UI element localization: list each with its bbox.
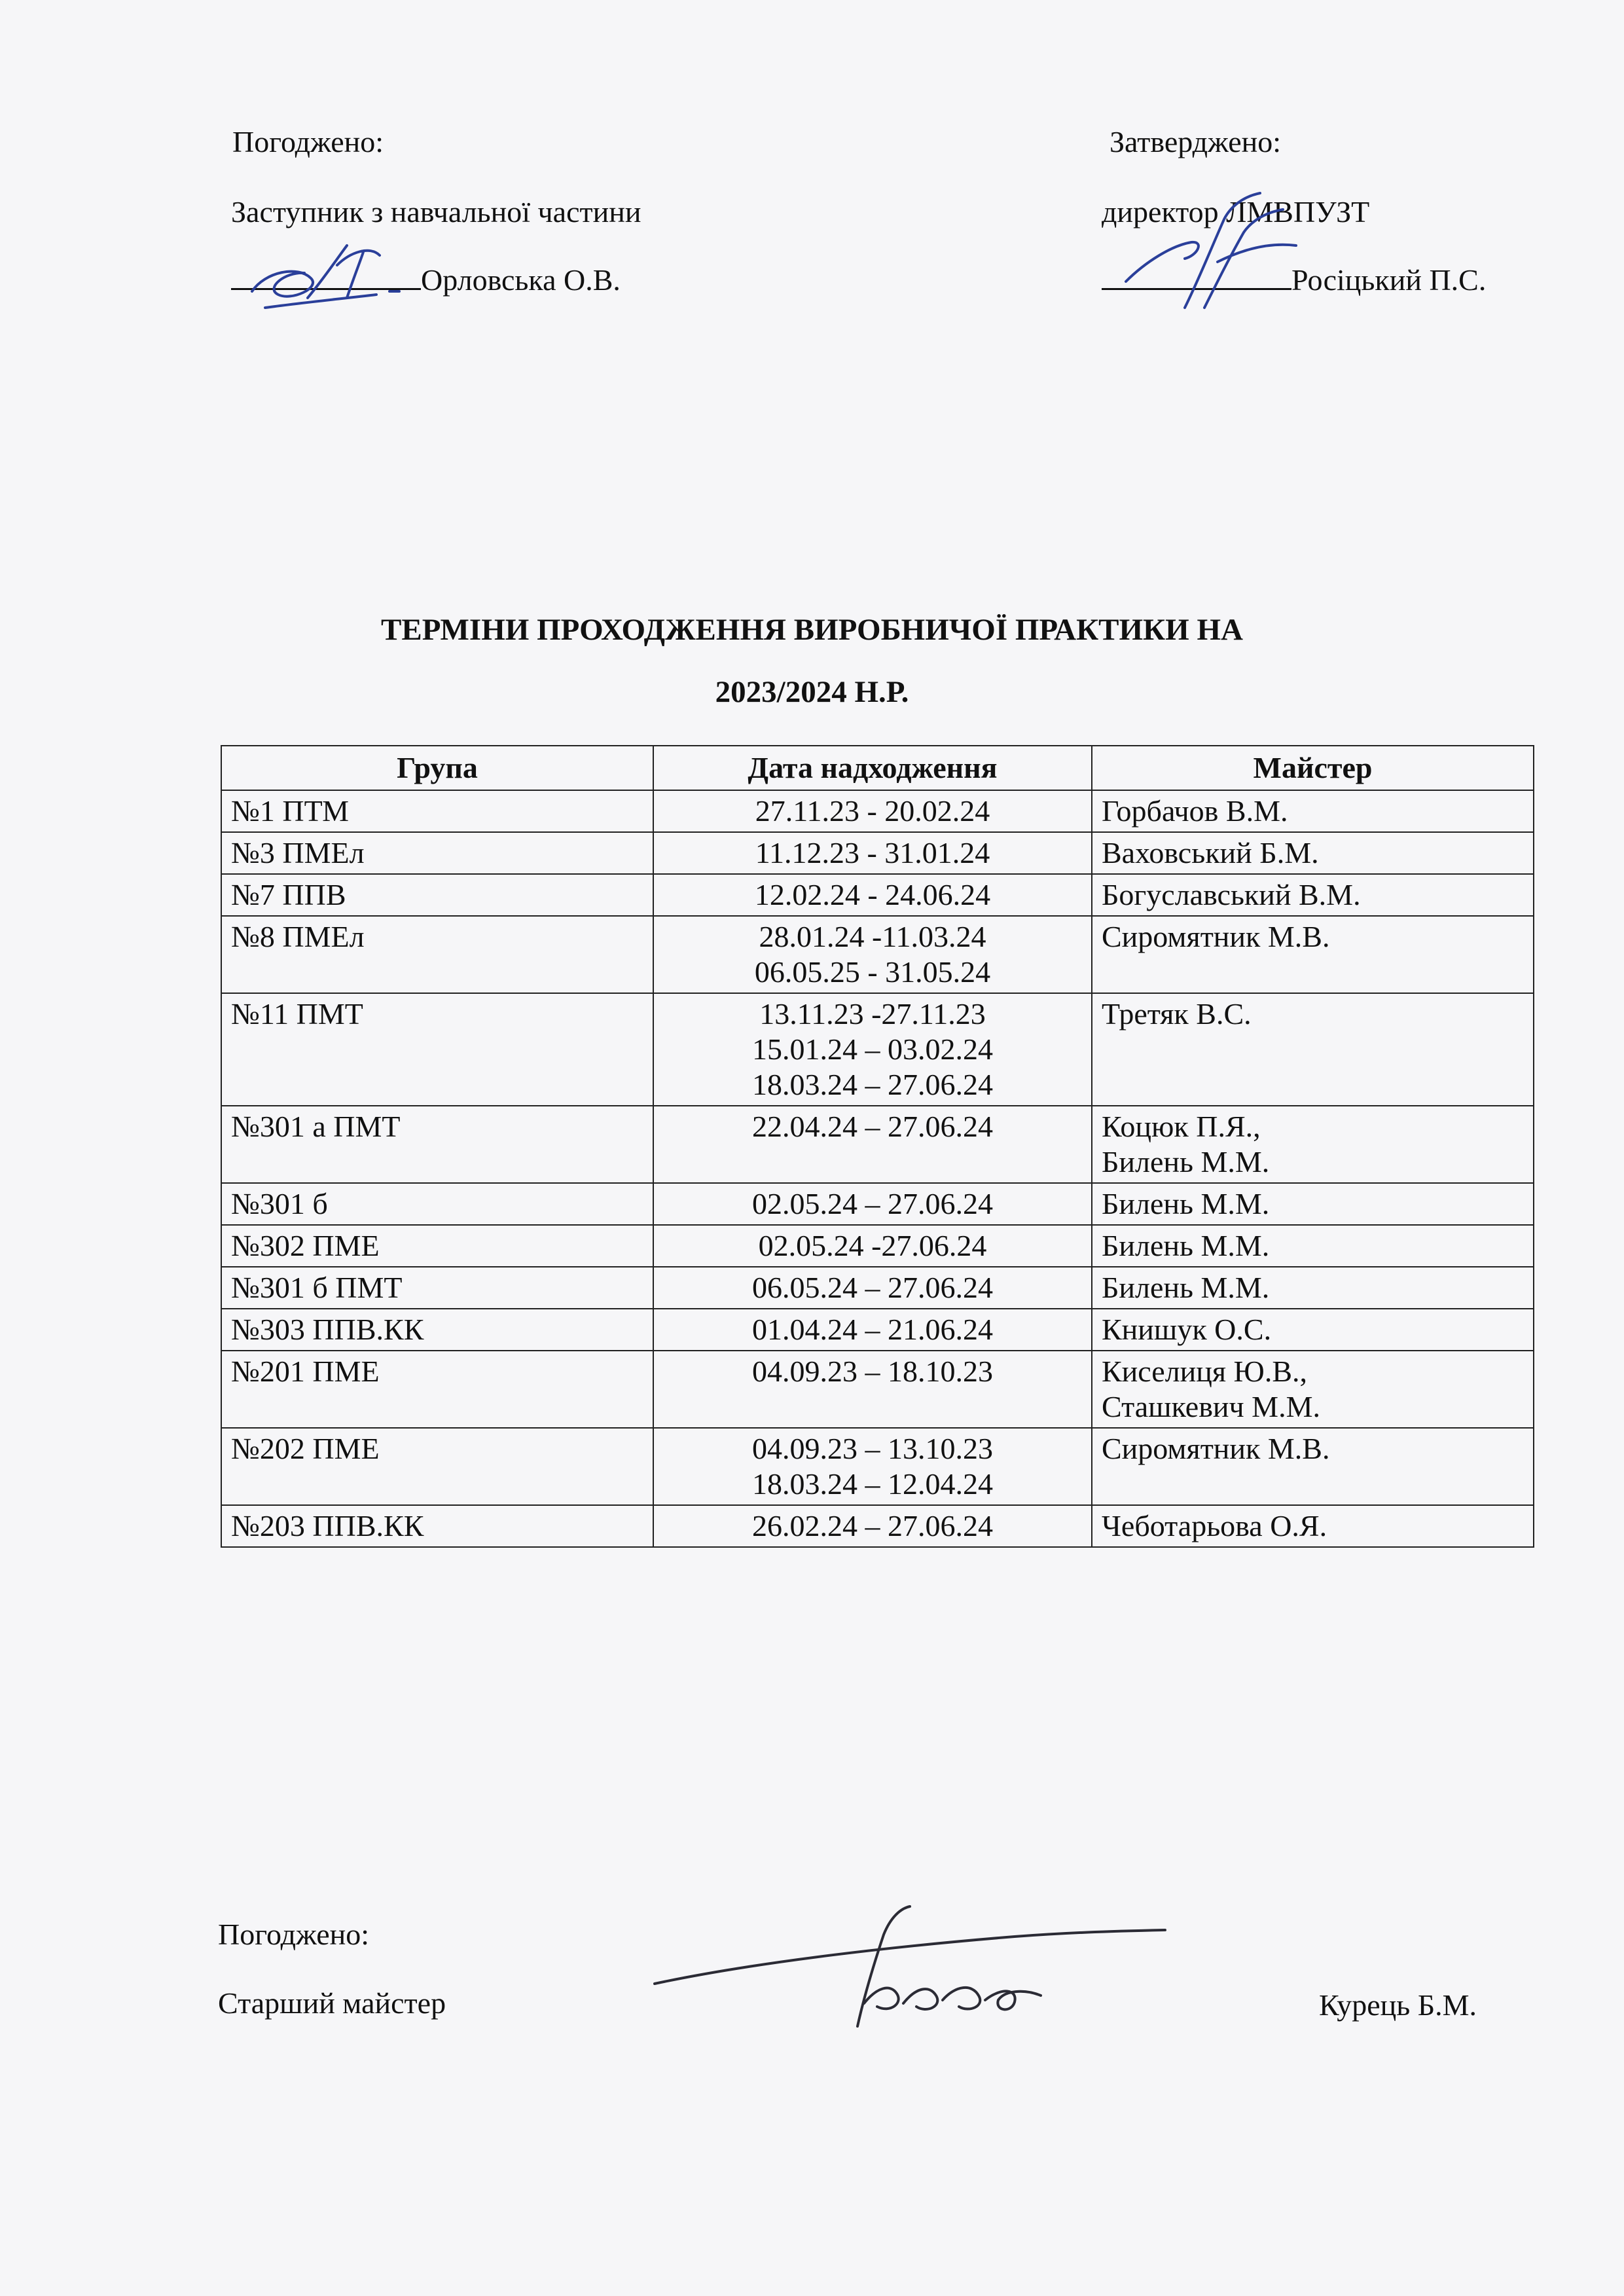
right-signature-image [1113,183,1309,321]
master-name: Билень М.М. [1102,1271,1270,1304]
master-name: Богуславський В.М. [1102,878,1361,911]
cell-dates [653,1106,1092,1183]
cell-master [1092,1267,1534,1309]
date-range: 06.05.25 - 31.05.24 [754,955,991,989]
date-range: 04.09.23 – 18.10.23 [752,1355,993,1388]
master-name: Чеботарьова О.Я. [1102,1509,1327,1542]
cell-group: №301 б [221,1183,653,1225]
cell-group: №1 ПТМ [221,790,653,832]
table-row [221,916,1534,993]
footer-signature-image [648,1872,1172,2043]
table-row [221,1428,1534,1505]
master-name: Книшук О.С. [1102,1313,1272,1346]
cell-group: №7 ППВ [221,874,653,916]
date-range: 28.01.24 -11.03.24 [759,920,986,953]
table-header-row [221,746,1534,790]
cell-group: №202 ПМЕ [221,1428,653,1505]
table-row [221,832,1534,874]
cell-dates [653,993,1092,1106]
practice-schedule-table [221,745,1534,1548]
master-name: Билень М.М. [1102,1229,1270,1262]
cell-dates [653,1267,1092,1309]
table-row [221,1267,1534,1309]
cell-dates [653,1225,1092,1267]
master-name: Сиромятник М.В. [1102,1432,1330,1465]
cell-master [1092,1106,1534,1183]
master-name: Коцюк П.Я., [1102,1110,1261,1143]
cell-group: №8 ПМЕл [221,916,653,993]
cell-master [1092,1428,1534,1505]
date-range: 01.04.24 – 21.06.24 [752,1313,993,1346]
date-range: 06.05.24 – 27.06.24 [752,1271,993,1304]
master-name: Сташкевич М.М. [1102,1390,1320,1423]
cell-dates [653,1505,1092,1547]
cell-master [1092,993,1534,1106]
cell-group: №203 ППВ.КК [221,1505,653,1547]
master-name: Билень М.М. [1102,1187,1270,1220]
cell-master [1092,874,1534,916]
header-group: Група [221,746,653,790]
master-name: Киселиця Ю.В., [1102,1355,1308,1388]
table-row [221,790,1534,832]
cell-group: №301 б ПМТ [221,1267,653,1309]
cell-master [1092,1309,1534,1351]
cell-master [1092,1225,1534,1267]
document-title-line-1: ТЕРМІНИ ПРОХОДЖЕННЯ ВИРОБНИЧОЇ ПРАКТИКИ НА [381,613,1243,647]
cell-dates [653,874,1092,916]
cell-master [1092,1505,1534,1547]
cell-group: №301 а ПМТ [221,1106,653,1183]
table-row [221,1106,1534,1183]
cell-master [1092,790,1534,832]
cell-dates [653,916,1092,993]
footer-agreed-label: Погоджено: [218,1918,370,1951]
header-date: Дата надходження [653,746,1092,790]
date-range: 02.05.24 – 27.06.24 [752,1187,993,1220]
cell-dates [653,1183,1092,1225]
date-range: 13.11.23 -27.11.23 [759,997,986,1030]
table-row [221,1351,1534,1428]
table-row [221,874,1534,916]
cell-group: №11 ПМТ [221,993,653,1106]
table-row [221,993,1534,1106]
master-name: Ваховський Б.М. [1102,836,1319,869]
date-range: 18.03.24 – 27.06.24 [752,1068,993,1101]
cell-group: №3 ПМЕл [221,832,653,874]
cell-dates [653,832,1092,874]
right-approved-label: Затверджено: [1110,125,1282,158]
date-range: 11.12.23 - 31.01.24 [755,836,990,869]
date-range: 12.02.24 - 24.06.24 [754,878,991,911]
date-range: 02.05.24 -27.06.24 [758,1229,987,1262]
cell-group: №303 ППВ.КК [221,1309,653,1351]
cell-dates [653,1351,1092,1428]
cell-master [1092,916,1534,993]
header-master: Майстер [1092,746,1534,790]
footer-signer-name: Курець Б.М. [1319,1988,1477,2022]
date-range: 27.11.23 - 20.02.24 [755,794,990,828]
footer-position: Старший майстер [218,1986,446,2020]
left-signature-image [239,226,422,331]
table-row [221,1309,1534,1351]
cell-master [1092,1351,1534,1428]
cell-master [1092,832,1534,874]
date-range: 04.09.23 – 13.10.23 [752,1432,993,1465]
cell-dates [653,790,1092,832]
cell-dates [653,1428,1092,1505]
date-range: 26.02.24 – 27.06.24 [752,1509,993,1542]
master-name: Горбачов В.М. [1102,794,1288,828]
date-range: 18.03.24 – 12.04.24 [752,1467,993,1501]
cell-dates [653,1309,1092,1351]
table-row [221,1505,1534,1547]
date-range: 15.01.24 – 03.02.24 [752,1032,993,1066]
cell-group: №302 ПМЕ [221,1225,653,1267]
master-name: Сиромятник М.В. [1102,920,1330,953]
table-row [221,1183,1534,1225]
cell-group: №201 ПМЕ [221,1351,653,1428]
table-row [221,1225,1534,1267]
cell-master [1092,1183,1534,1225]
date-range: 22.04.24 – 27.06.24 [752,1110,993,1143]
right-signer-name: Росіцький П.С. [1291,263,1487,297]
right-position: директор ЛМВПУЗТ [1102,195,1370,228]
left-signer-name: Орловська О.В. [421,263,621,297]
master-name: Билень М.М. [1102,1145,1270,1178]
document-title-line-2: 2023/2024 Н.Р. [715,675,909,709]
left-agreed-label: Погоджено: [232,125,384,158]
left-position: Заступник з навчальної частини [231,195,641,228]
master-name: Третяк В.С. [1102,997,1252,1030]
